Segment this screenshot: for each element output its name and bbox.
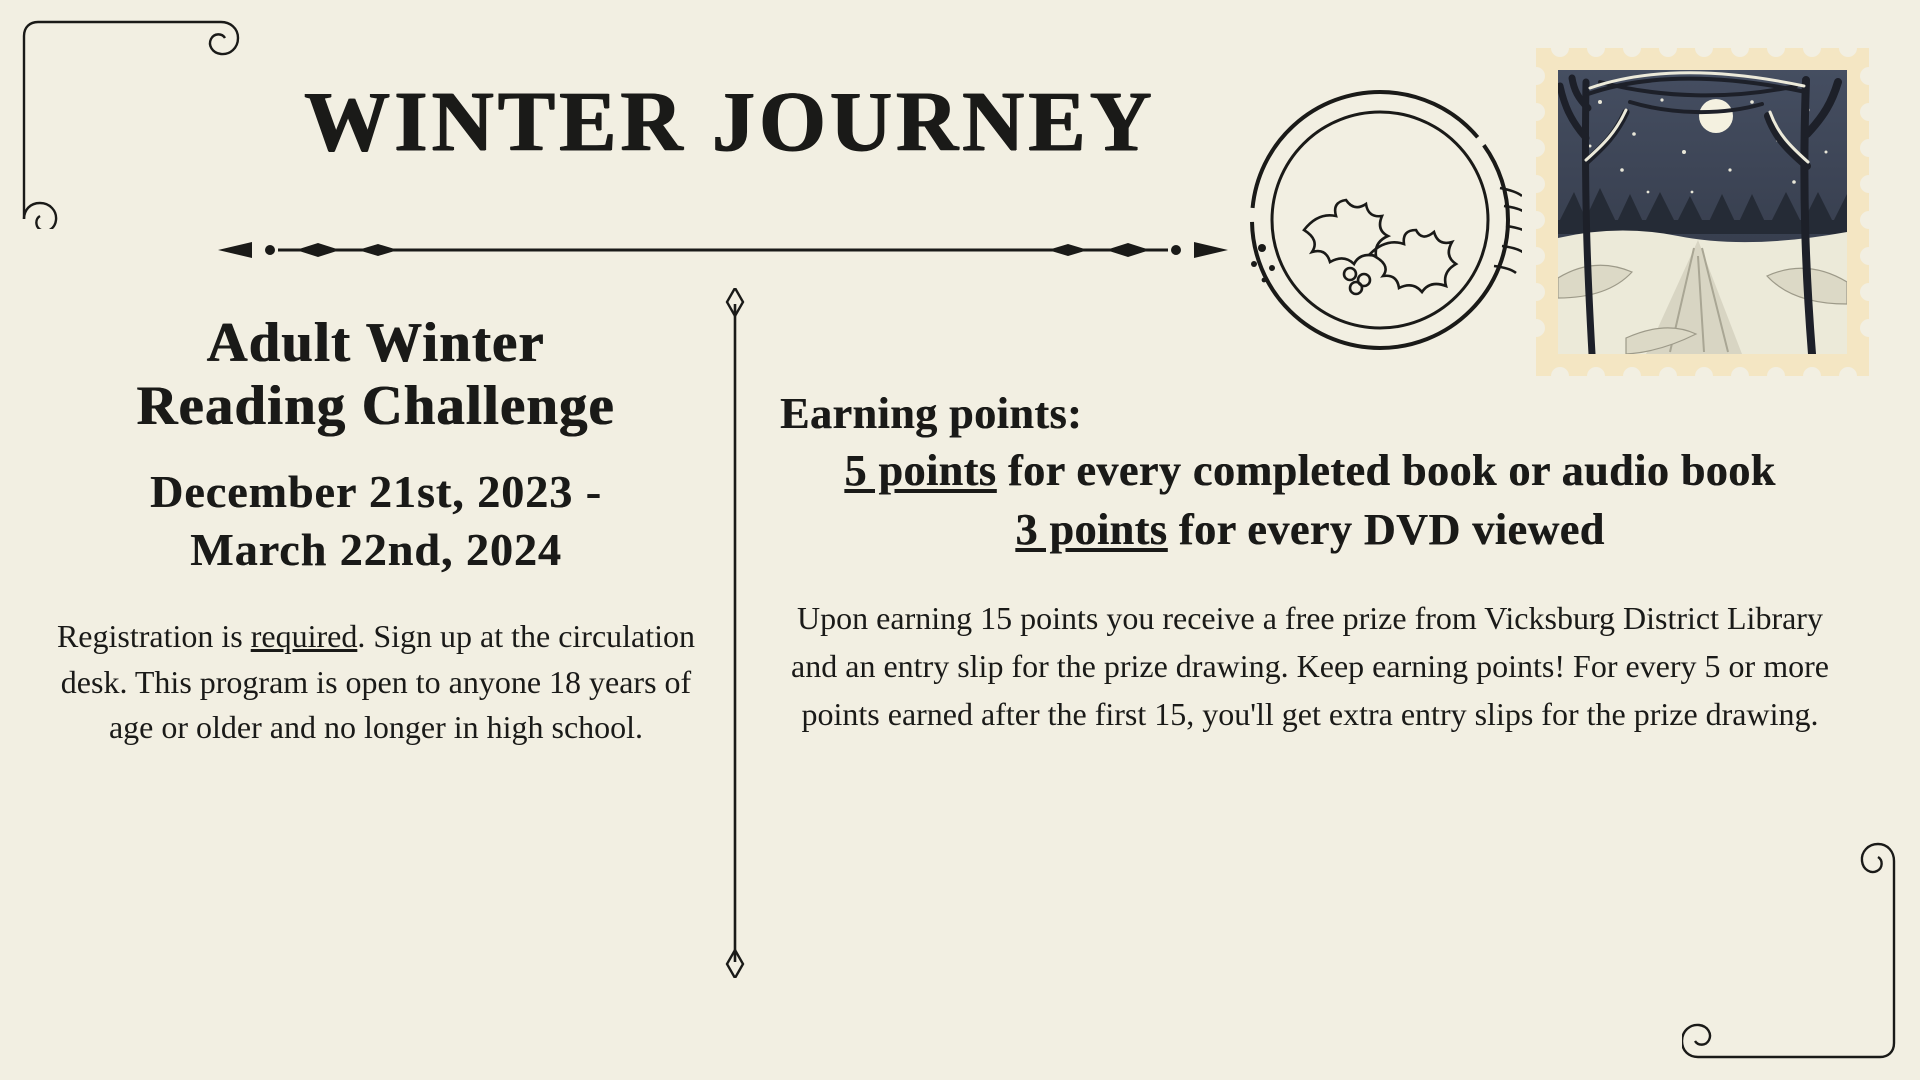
program-dates-line1: December 21st, 2023 -: [150, 465, 602, 517]
corner-flourish-bottom-right: [1682, 835, 1902, 1070]
prize-note: Upon earning 15 points you receive a free prize from Vicksburg District Library and an entry slip for the prize drawing. Keep earning points! For every 5 or more points earned after the first 15, you'll get extra entry slips for the prize drawing.: [791, 599, 1829, 732]
program-subtitle-line2: Reading Challenge: [136, 375, 616, 438]
left-column: [40, 312, 712, 751]
program-subtitle-line1: Adult Winter: [207, 312, 545, 374]
poster-title: WINTER JOURNEY: [304, 73, 1156, 169]
program-subtitle: [40, 312, 712, 439]
right-column: [780, 388, 1840, 738]
earning-points-heading: Earning points:: [780, 389, 1083, 438]
points-rule-book-text: for every completed book or audio book: [996, 446, 1776, 495]
fineprint-part1: Registration is: [56, 618, 251, 655]
program-dates: [40, 463, 712, 581]
points-rule-dvd: [780, 500, 1840, 559]
program-dates-line2: March 22nd, 2024: [190, 524, 562, 576]
points-rule-book: [780, 441, 1840, 500]
holly-postmark-icon: [1232, 78, 1522, 368]
registration-fineprint: [40, 614, 712, 750]
winter-forest-road-stamp: [1530, 42, 1875, 382]
fineprint-part2: . Sign up at the circulation desk. This program is open to anyone 18 years of age or older and no longer in high school.: [60, 618, 696, 746]
points-rule-dvd-value: 3 points: [1015, 505, 1168, 555]
title-divider-rule: [218, 238, 1228, 262]
points-rule-dvd-text: for every DVD viewed: [1167, 505, 1605, 555]
fineprint-required-emphasis: required: [250, 618, 358, 655]
points-rule-book-value: 5 points: [844, 446, 997, 495]
column-divider: [723, 288, 747, 978]
